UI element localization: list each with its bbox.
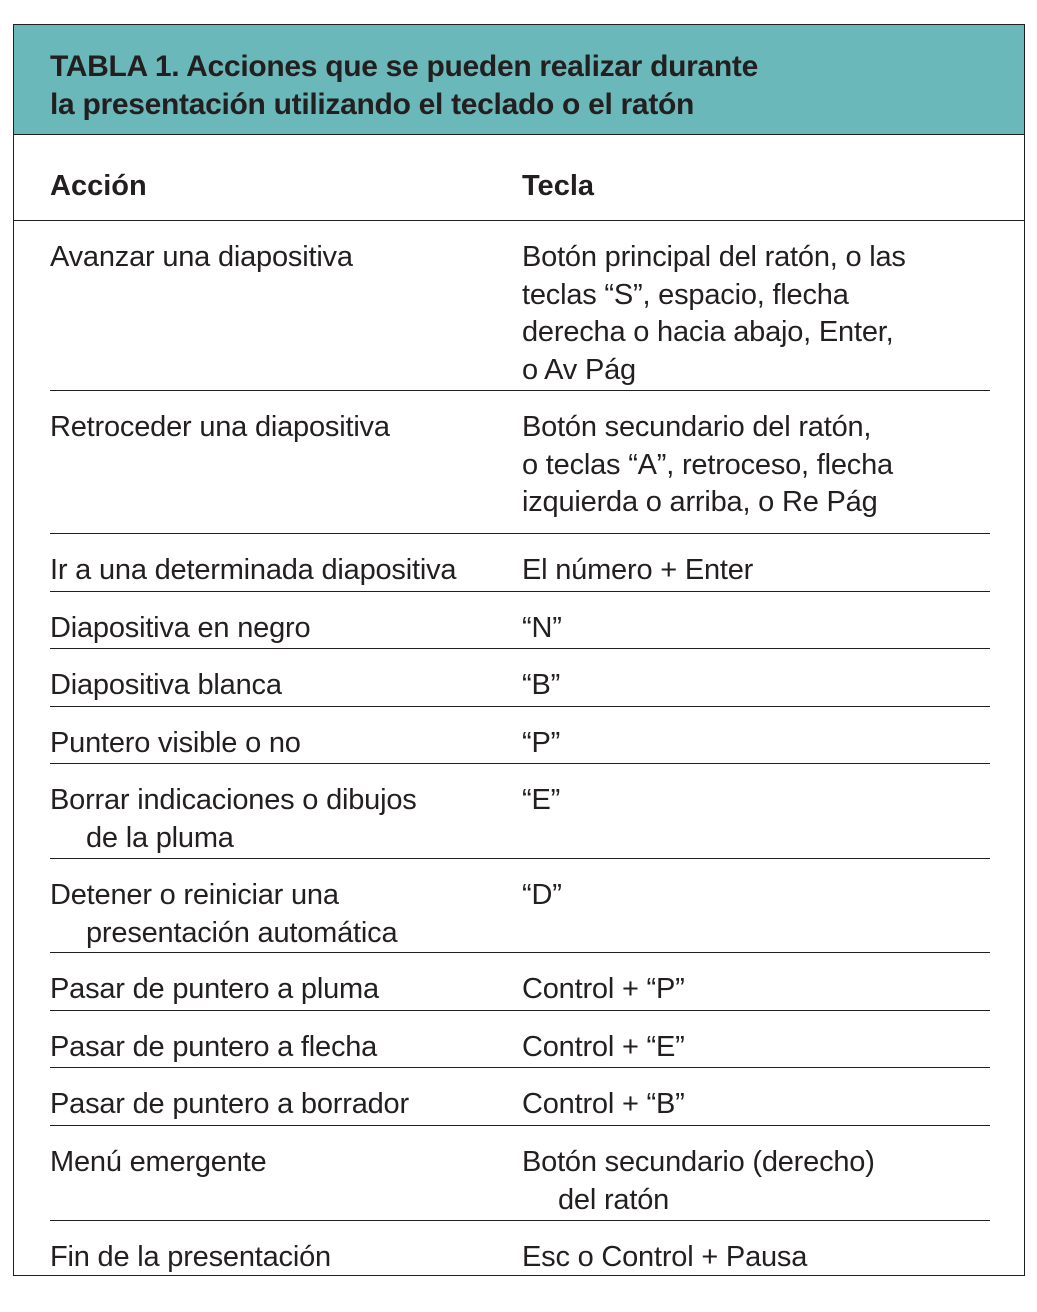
action-cell bbox=[50, 1029, 377, 1067]
key-line: Esc o Control + Pausa bbox=[522, 1241, 808, 1273]
key-cell bbox=[522, 725, 560, 763]
table-row bbox=[50, 391, 990, 534]
key-line: izquierda o arriba, o Re Pág bbox=[522, 486, 878, 518]
table-row bbox=[50, 1068, 990, 1126]
table-title-bar bbox=[14, 25, 1024, 135]
action-line: de la pluma bbox=[86, 821, 234, 854]
key-cell bbox=[522, 1086, 685, 1124]
key-cell bbox=[522, 971, 685, 1009]
table-row bbox=[50, 859, 990, 953]
key-cell bbox=[522, 409, 893, 522]
table-row bbox=[50, 534, 990, 592]
key-cell bbox=[522, 239, 906, 389]
action-cell bbox=[50, 610, 310, 648]
key-line: derecha o hacia abajo, Enter, bbox=[522, 316, 894, 348]
action-line: Puntero visible o no bbox=[50, 727, 301, 759]
action-cell bbox=[50, 971, 379, 1009]
key-line: “P” bbox=[522, 727, 561, 759]
key-line: Control + “P” bbox=[522, 973, 685, 1005]
action-line: Ir a una determinada diapositiva bbox=[50, 554, 457, 586]
action-cell bbox=[50, 239, 353, 277]
action-line: Menú emergente bbox=[50, 1146, 267, 1178]
action-line: Detener o reiniciar una bbox=[50, 879, 339, 911]
action-line: presentación automática bbox=[86, 916, 398, 949]
table-frame bbox=[13, 24, 1025, 1276]
action-line: Pasar de puntero a borrador bbox=[50, 1088, 409, 1120]
action-line: Retroceder una diapositiva bbox=[50, 411, 390, 443]
key-cell bbox=[522, 877, 562, 915]
action-line: Avanzar una diapositiva bbox=[50, 241, 353, 273]
action-cell bbox=[50, 1144, 266, 1182]
action-line: Diapositiva blanca bbox=[50, 669, 282, 701]
key-line: Control + “E” bbox=[522, 1031, 685, 1063]
key-line: “B” bbox=[522, 669, 561, 701]
action-line: Pasar de puntero a flecha bbox=[50, 1031, 378, 1063]
key-line: del ratón bbox=[558, 1183, 670, 1216]
key-line: Botón secundario (derecho) bbox=[522, 1146, 875, 1178]
key-cell bbox=[522, 610, 562, 648]
table-title-line-1: TABLA 1. Acciones que se pueden realizar durante bbox=[50, 50, 759, 83]
header-key: Tecla bbox=[522, 170, 595, 202]
key-line: o Av Pág bbox=[522, 353, 636, 386]
table-row bbox=[50, 953, 990, 1011]
key-line: Botón principal del ratón, o las bbox=[522, 241, 906, 273]
action-cell bbox=[50, 782, 417, 857]
action-cell bbox=[50, 725, 301, 763]
action-cell bbox=[50, 1086, 409, 1124]
key-line: o teclas “A”, retroceso, flecha bbox=[522, 448, 893, 481]
action-cell bbox=[50, 877, 397, 952]
table-row bbox=[50, 764, 990, 859]
table-row bbox=[50, 1221, 990, 1276]
key-cell bbox=[522, 1144, 875, 1219]
action-line: Diapositiva en negro bbox=[50, 612, 311, 644]
header-action: Acción bbox=[50, 170, 147, 202]
table-row bbox=[50, 649, 990, 707]
table-row bbox=[50, 221, 990, 391]
action-line: Borrar indicaciones o dibujos bbox=[50, 784, 417, 816]
key-line: “D” bbox=[522, 879, 562, 911]
key-line: “E” bbox=[522, 784, 561, 816]
key-line: “N” bbox=[522, 612, 562, 644]
table-row bbox=[50, 592, 990, 649]
table-row bbox=[50, 1011, 990, 1068]
table-row bbox=[50, 707, 990, 764]
key-cell bbox=[522, 1239, 807, 1277]
action-cell bbox=[50, 409, 390, 447]
table-title-line-2: la presentación utilizando el teclado o el ratón bbox=[50, 88, 695, 121]
key-line: El número + Enter bbox=[522, 554, 754, 586]
action-line: Pasar de puntero a pluma bbox=[50, 973, 379, 1005]
key-line: Control + “B” bbox=[522, 1088, 685, 1120]
key-cell bbox=[522, 1029, 685, 1067]
action-cell bbox=[50, 1239, 331, 1277]
key-cell bbox=[522, 782, 560, 820]
action-cell bbox=[50, 552, 456, 590]
table-header-row bbox=[14, 135, 1024, 221]
action-line: Fin de la presentación bbox=[50, 1241, 331, 1273]
table-row bbox=[50, 1126, 990, 1221]
key-cell bbox=[522, 552, 753, 590]
action-cell bbox=[50, 667, 282, 705]
key-line: Botón secundario del ratón, bbox=[522, 411, 872, 443]
key-cell bbox=[522, 667, 560, 705]
key-line: teclas “S”, espacio, flecha bbox=[522, 278, 849, 311]
